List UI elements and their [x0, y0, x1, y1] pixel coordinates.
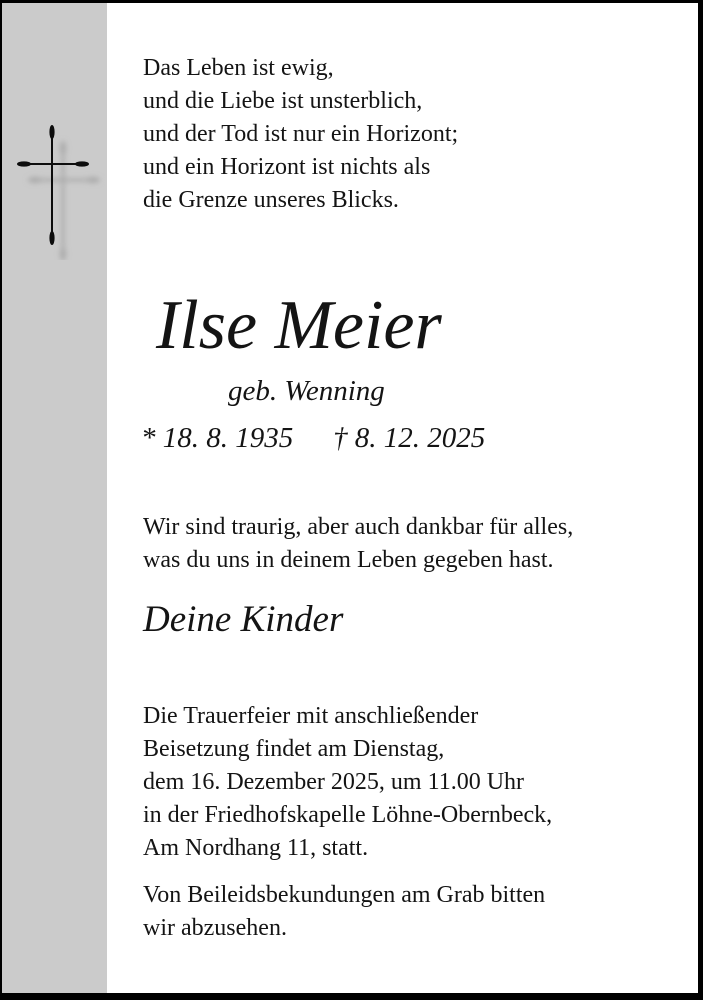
- mourning-border-bottom: [0, 993, 703, 1000]
- funeral-info-line: Am Nordhang 11, statt.: [143, 835, 369, 861]
- poem-line: und der Tod ist nur ein Horizont;: [143, 121, 459, 147]
- closing-note: [143, 879, 545, 945]
- birth-date: * 18. 8. 1935: [141, 422, 294, 454]
- death-date: † 8. 12. 2025: [333, 422, 486, 454]
- funeral-info: [143, 700, 552, 865]
- mourners-signature: Deine Kinder: [143, 599, 344, 640]
- poem-line: und die Liebe ist unsterblich,: [143, 88, 423, 114]
- poem-line: die Grenze unseres Blicks.: [143, 187, 399, 213]
- funeral-info-line: Die Trauerfeier mit anschließender: [143, 703, 479, 729]
- cross-icon: [15, 85, 105, 260]
- condolence-line: Wir sind traurig, aber auch dankbar für alles,: [143, 514, 574, 540]
- funeral-info-line: in der Friedhofskapelle Löhne-Obernbeck,: [143, 802, 553, 828]
- funeral-info-line: Beisetzung findet am Dienstag,: [143, 736, 445, 762]
- life-dates-row: [0, 424, 703, 464]
- poem-line: und ein Horizont ist nichts als: [143, 154, 431, 180]
- closing-note-line: wir abzusehen.: [143, 915, 287, 941]
- closing-note-line: Von Beileidsbekundungen am Grab bitten: [143, 882, 546, 908]
- mourning-border-right: [698, 0, 703, 1000]
- poem-line: Das Leben ist ewig,: [143, 55, 334, 81]
- memorial-poem: [143, 52, 458, 217]
- funeral-info-line: dem 16. Dezember 2025, um 11.00 Uhr: [143, 769, 525, 795]
- maiden-name: geb. Wenning: [228, 375, 385, 407]
- deceased-name: Ilse Meier: [156, 287, 442, 364]
- condolence-text: [143, 511, 573, 577]
- condolence-line: was du uns in deinem Leben gegeben hast.: [143, 547, 554, 573]
